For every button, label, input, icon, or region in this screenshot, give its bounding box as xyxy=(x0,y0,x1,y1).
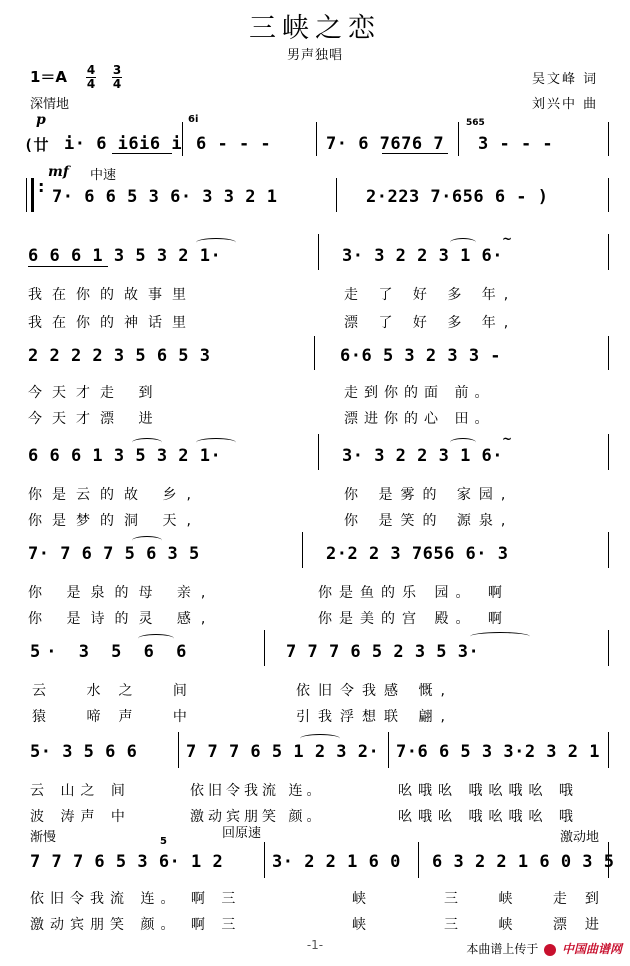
slur xyxy=(132,536,162,545)
slur xyxy=(138,634,174,643)
dynamic-mf: mf xyxy=(48,164,69,180)
barline xyxy=(608,178,609,212)
barline xyxy=(178,732,179,768)
beam xyxy=(382,153,448,154)
lyrics-row5-a1: 你是云的故 乡, xyxy=(28,487,201,503)
notes-row1-m2: 6 - - - xyxy=(196,134,272,154)
lyrics-row8-b1: 波 涛声 中 xyxy=(30,809,131,825)
notes-row8-m3: 7·6 6 5 3 3·2 3 2 1 xyxy=(396,742,600,762)
mordent-icon: ~ xyxy=(502,232,513,246)
notes-row9-m2: 3· 2 2 1 6 0 xyxy=(272,852,401,872)
barline xyxy=(388,732,389,768)
a-tempo-mark: 回原速 xyxy=(222,826,262,841)
lyrics-row5-b1: 你是梦的洞 天, xyxy=(28,513,201,529)
notes-row1-m4: 3 - - - xyxy=(478,134,554,154)
notes-row7-m1: 5· 3 5 6 6 xyxy=(30,642,193,662)
time-signature-3-4: 3 4 xyxy=(112,63,122,91)
notes-row1-m3: 7· 6 7676 7 xyxy=(326,134,445,154)
barline xyxy=(336,178,337,212)
lyrics-row5-a2: 你 是雾的 家园, xyxy=(344,487,514,503)
lyrics-row6-b1: 你 是诗的灵 感, xyxy=(28,611,216,627)
lyrics-row9-b3: 三 峡 漂进 xyxy=(444,917,617,933)
slur xyxy=(470,632,530,641)
lyrics-row9-b1: 激动宾朋笑 颜。 啊 三 xyxy=(30,917,242,933)
lyrics-row5-b2: 你 是笑的 源泉, xyxy=(344,513,514,529)
notes-row9-m3: 6 3 2 2 1 6 0 3 5 xyxy=(432,852,615,872)
excited-mark: 激动地 xyxy=(560,830,600,845)
notes-row2-m1: 7· 6 6 5 3 6· 3 3 2 1 xyxy=(52,187,278,207)
barline xyxy=(316,122,317,156)
notes-row1-m1: i· 6 i6i6 i xyxy=(64,134,183,154)
barline xyxy=(608,732,609,768)
notes-row4-m2: 6·6 5 3 2 3 3 - xyxy=(340,346,502,366)
slur xyxy=(196,438,236,447)
lyrics-row9-a3: 三 峡 走到 xyxy=(444,891,617,907)
lyrics-row6-a2: 你是鱼的乐 园。 啊 xyxy=(318,585,509,601)
lyrics-row9-b2: 峡 xyxy=(352,917,366,933)
lyricist: 吴文峰 词 xyxy=(532,72,599,87)
lyrics-row7-a1: 云 水之 间 xyxy=(32,683,205,699)
lyrics-row4-a2: 走到你的面 前。 xyxy=(344,385,495,401)
slur xyxy=(450,238,476,247)
notes-row8-m1: 5· 3 5 6 6 xyxy=(30,742,138,762)
notes-row3-m1: 6 6 6 1 3 5 3 2 1· xyxy=(28,246,222,266)
lyrics-row8-a2: 依旧令我流 连。 xyxy=(190,783,325,799)
slur xyxy=(450,438,476,447)
barline xyxy=(458,122,459,156)
lyrics-row9-a2: 峡 xyxy=(352,891,366,907)
repeat-barline xyxy=(26,178,27,212)
upload-credit xyxy=(466,940,622,957)
lyrics-row8-b3: 吆哦吆 哦吆哦吆 哦 xyxy=(398,809,579,825)
lyrics-row8-a1: 云 山之 间 xyxy=(30,783,131,799)
slur xyxy=(132,438,162,447)
grace-note: 6i xyxy=(188,114,199,125)
site-name-link[interactable]: 中国曲谱网 xyxy=(561,942,622,956)
notes-row6-m2: 2·2 2 3 7656 6· 3 xyxy=(326,544,509,564)
barline xyxy=(318,434,319,470)
barline xyxy=(608,234,609,270)
upload-label: 本曲谱上传于 xyxy=(466,942,539,956)
lyrics-row9-a1: 依旧令我流 连。 啊 三 xyxy=(30,891,242,907)
grace-note: 565 xyxy=(466,118,485,128)
notes-row5-m2: 3· 3 2 2 3 1 6· xyxy=(342,446,504,466)
lyrics-row3-a2: 走 了 好 多 年, xyxy=(344,287,517,303)
lyrics-row4-b2: 漂进你的心 田。 xyxy=(344,411,495,427)
tempo-mark: 中速 xyxy=(90,168,117,183)
barline xyxy=(182,122,183,156)
notes-row3-m2: 3· 3 2 2 3 1 6· xyxy=(342,246,504,266)
notes-row5-m1: 6 6 6 1 3 5 3 2 1· xyxy=(28,446,222,466)
expression-mark: 深情地 xyxy=(30,97,70,112)
barline xyxy=(608,532,609,568)
lyrics-row7-a2: 依旧令我感 慨, xyxy=(296,683,453,699)
lyrics-row3-a1: 我在你的故事里 xyxy=(28,287,196,303)
lyrics-row6-b2: 你是美的宫 殿。 啊 xyxy=(318,611,509,627)
notes-row9-m1: 7 7 7 6 5 3 6· 1 2 xyxy=(30,852,224,872)
lyrics-row7-b2: 引我浮想联 翩, xyxy=(296,709,453,725)
site-logo-icon xyxy=(544,944,556,956)
repeat-barline xyxy=(31,178,34,212)
notes-row2-m2: 2·223 7·656 6 - ) xyxy=(366,187,549,207)
beam xyxy=(112,153,172,154)
composer: 刘兴中 曲 xyxy=(532,97,599,112)
notes-row4-m1: 2 2 2 2 3 5 6 5 3 xyxy=(28,346,211,366)
page-number: -1- xyxy=(306,938,324,952)
barline xyxy=(608,122,609,156)
barline xyxy=(264,842,265,878)
lyrics-row8-b2: 激动宾朋笑 颜。 xyxy=(190,809,325,825)
barline xyxy=(418,842,419,878)
notes-row7-m2: 7 7 7 6 5 2 3 5 3· xyxy=(286,642,480,662)
ritardando-mark: 渐慢 xyxy=(30,830,57,845)
lyrics-row8-a3: 吆哦吆 哦吆哦吆 哦 xyxy=(398,783,579,799)
key-signature: 1＝A xyxy=(30,68,68,86)
barline xyxy=(302,532,303,568)
lyrics-row7-b1: 猿 啼声 中 xyxy=(32,709,205,725)
slur xyxy=(300,734,340,743)
barline xyxy=(608,630,609,666)
barline xyxy=(608,434,609,470)
notes-row8-m2: 7 7 7 6 5 1 2 3 2· xyxy=(186,742,380,762)
subtitle: 男声独唱 xyxy=(286,48,343,63)
lyrics-row4-b1: 今天才漂 进 xyxy=(28,411,163,427)
mordent-icon: ~ xyxy=(502,432,513,446)
page-title: 三峡之恋 xyxy=(249,13,381,44)
repeat-dots: : xyxy=(38,177,45,196)
dynamic-p: p xyxy=(36,112,46,128)
beam xyxy=(28,266,108,267)
notes-row6-m1: 7· 7 6 7 5 6 3 5 xyxy=(28,544,200,564)
grace-note: 5 xyxy=(160,836,167,847)
lyrics-row3-b2: 漂 了 好 多 年, xyxy=(344,315,517,331)
barline xyxy=(314,336,315,370)
time-signature-4-4: 4 4 xyxy=(86,63,96,91)
barline xyxy=(264,630,265,666)
barline xyxy=(608,842,609,878)
lyrics-row6-a1: 你 是泉的母 亲, xyxy=(28,585,216,601)
barline xyxy=(608,336,609,370)
intro-open: (廿 xyxy=(24,136,50,154)
barline xyxy=(318,234,319,270)
slur xyxy=(196,238,236,247)
lyrics-row4-a1: 今天才走 到 xyxy=(28,385,163,401)
lyrics-row3-b1: 我在你的神话里 xyxy=(28,315,196,331)
